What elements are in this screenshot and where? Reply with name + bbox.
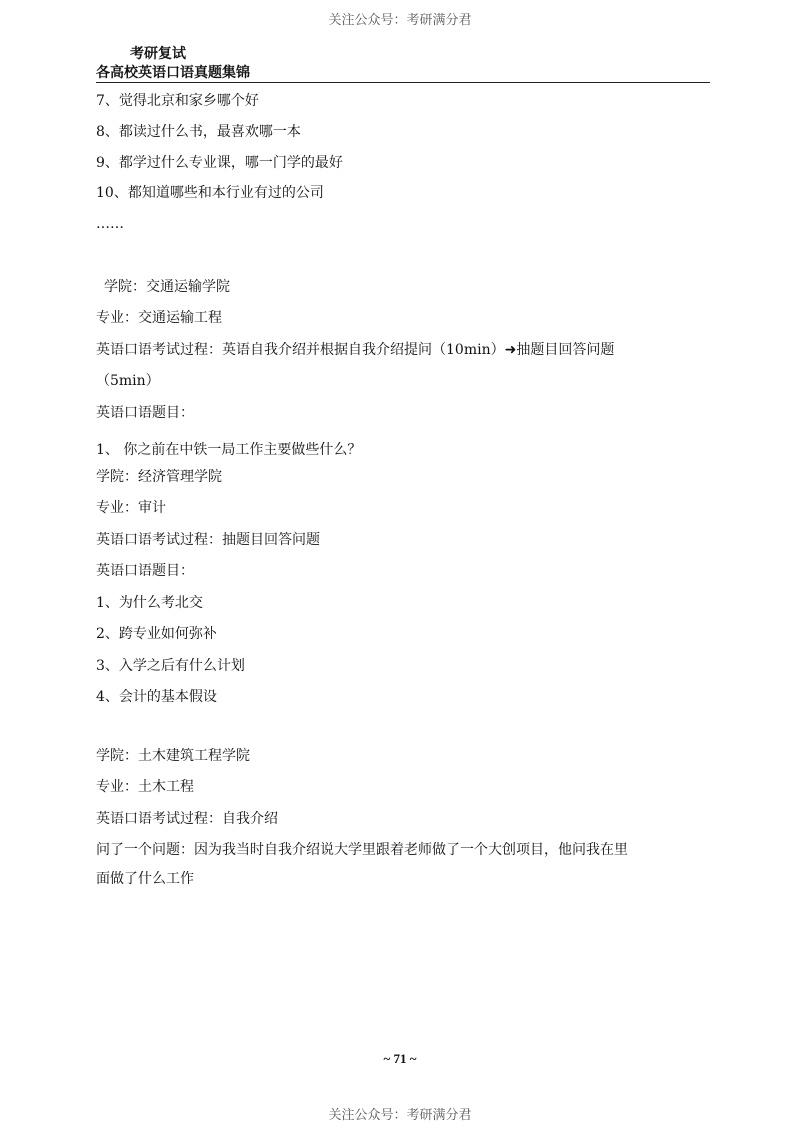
section-2-question-3: 3、入学之后有什么计划: [96, 658, 245, 674]
section-3-process: 英语口语考试过程：自我介绍: [96, 811, 278, 827]
document-header: [96, 44, 710, 82]
section-3-major: 专业：土木工程: [96, 779, 194, 795]
body-line-4: 10、都知道哪些和本行业有过的公司: [96, 185, 324, 201]
header-divider: [96, 82, 710, 83]
page-number: ~ 71 ~: [383, 1051, 417, 1066]
header-title: 考研复试: [130, 46, 186, 62]
bottom-watermark: 关注公众号：考研满分君: [328, 1108, 472, 1123]
top-watermark: 关注公众号：考研满分君: [328, 13, 472, 28]
section-2-question-1: 1、为什么考北交: [96, 595, 203, 611]
section-2-question-4: 4、会计的基本假设: [96, 689, 217, 705]
section-2-major: 专业：审计: [96, 500, 166, 516]
section-2-questions-label: 英语口语题目：: [96, 563, 194, 579]
section-1-college: 学院：交通运输学院: [104, 279, 230, 295]
section-2-process: 英语口语考试过程：抽题目回答问题: [96, 532, 320, 548]
section-3-question-cont: 面做了什么工作: [96, 871, 194, 887]
body-line-1: 7、觉得北京和家乡哪个好: [96, 93, 259, 109]
section-3-question: 问了一个问题：因为我当时自我介绍说大学里跟着老师做了一个大创项目，他问我在里: [96, 842, 628, 858]
body-line-3: 9、都学过什么专业课，哪一门学的最好: [96, 155, 343, 171]
section-1-major: 专业：交通运输工程: [96, 310, 222, 326]
section-1-question-1: 1、 你之前在中铁一局工作主要做些什么？: [96, 442, 362, 458]
section-1-process: 英语口语考试过程：英语自我介绍并根据自我介绍提问（10min）➜抽题目回答问题: [96, 342, 615, 358]
section-2-question-2: 2、跨专业如何弥补: [96, 626, 217, 642]
body-line-ellipsis: ……: [96, 216, 124, 232]
section-3-college: 学院：土木建筑工程学院: [96, 748, 250, 764]
section-1-questions-label: 英语口语题目：: [96, 405, 194, 421]
body-line-2: 8、都读过什么书，最喜欢哪一本: [96, 124, 301, 140]
section-2-college: 学院：经济管理学院: [96, 469, 222, 485]
section-1-process-cont: （5min）: [96, 373, 160, 389]
header-subtitle: 各高校英语口语真题集锦: [96, 65, 250, 81]
